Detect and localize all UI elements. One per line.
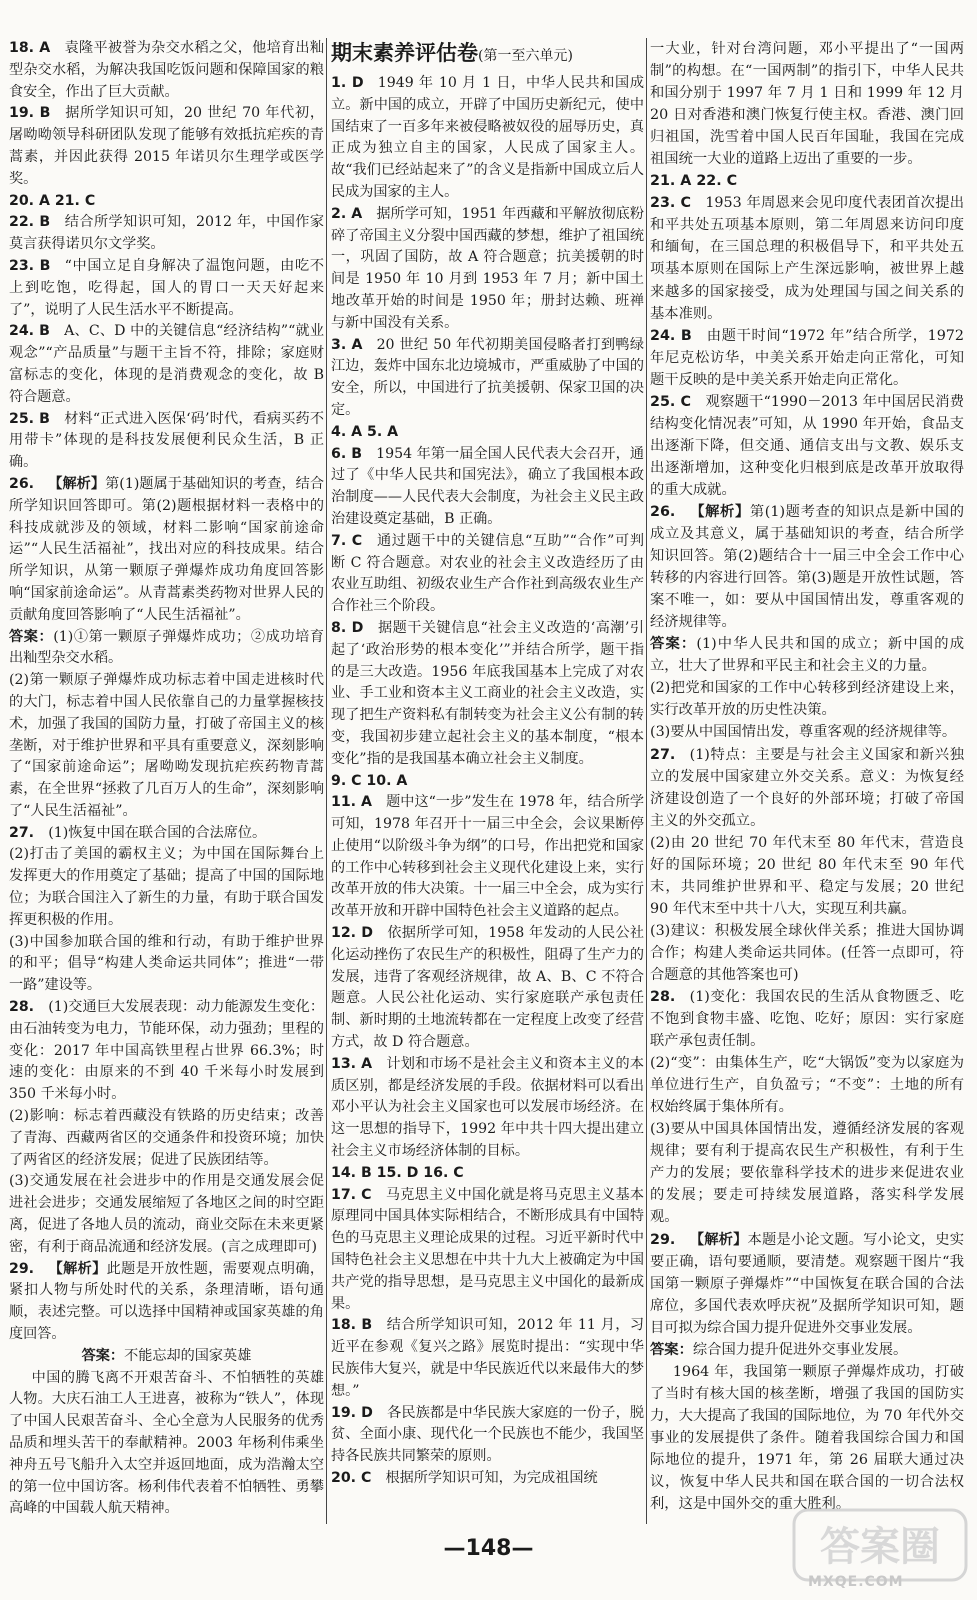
answer-item	[650, 744, 964, 832]
answer-item	[9, 823, 324, 845]
answer-item	[331, 1468, 644, 1490]
answer-item	[9, 191, 324, 213]
answer-item	[331, 771, 644, 793]
question-number: 14. B 15. D 16. C	[331, 1164, 464, 1181]
answer-item	[650, 721, 964, 743]
answer-text: 结合所学知识可知，2012 年，中国作家莫言获得诺贝尔文学奖。	[9, 214, 324, 253]
question-number: 20. A 21. C	[9, 192, 96, 209]
answer-item	[9, 670, 324, 823]
answer-item	[650, 677, 964, 721]
answer-item	[331, 792, 644, 923]
answer-item	[331, 1054, 644, 1163]
answer-tag: 答案：	[81, 1347, 125, 1364]
answer-column-right	[650, 38, 964, 1515]
answer-item	[331, 1185, 644, 1316]
answer-text: (2)影响：标志着西藏没有铁路的历史结束；改善了青海、西藏两省区的交通条件和投资环境；加快了两省区的经济发展；促进了民族团结等。	[9, 1108, 324, 1168]
answer-item	[9, 844, 324, 931]
answer-tag: 答案：	[650, 636, 697, 653]
question-number: 23. C	[650, 195, 692, 212]
answer-column-left	[9, 38, 324, 1520]
question-number: 8. D	[331, 619, 364, 636]
answer-text: (1)①第一颗原子弹爆炸成功；②成功培育出籼型杂交水稻。	[9, 628, 325, 667]
answer-text: (3)中国参加联合国的维和行动，有助于维护世界的和平；倡导“构建人类命运共同体”；推进“一带一路”建设等。	[9, 933, 324, 994]
answer-item	[9, 103, 324, 190]
answer-text: 20 世纪 50 年代初期美国侵略者打到鸭绿江边，轰炸中国东北边境城市，严重威胁了中国的安全，所以，中国进行了抗美援朝、保家卫国的决定。	[331, 336, 644, 418]
answer-text: 据题干关键信息“社会主义改造的‘高潮’引起了‘政治形势的根本变化’”并结合所学，题干指的是三大改造。1956 年底我国基本上完成了对农业、手工业和资本主义工商业的社会主义改造，实现了把生产资料私有制转变为社会主义公有制的转变，我国初步建立起社会主义的基本制度，“根本变化”指的是我国基本确立社会主义制度。	[331, 619, 645, 767]
question-number: 28.	[9, 999, 35, 1016]
answer-item	[9, 627, 324, 671]
answer-text: “中国立足自身解决了温饱问题，由吃不上到吃饱，吃得起，国人的胃口一天天好起来了”，说明了人民生活水平不断提高。	[9, 257, 324, 318]
answer-text: (2)第一颗原子弹爆炸成功标志着中国走进核时代的大门，标志着中国人民依靠自己的力量掌握核技术，加强了我国的国防力量，打破了帝国主义的核垄断，对于维护世界和平具有重要意义，深刻影响了“国家前途命运”；屠呦呦发现抗疟疾药物青蒿素，在全世界“拯救了几百万人的生命”，深刻影响了“人民生活福祉”。	[9, 672, 324, 819]
answer-text: 材料“正式进入医保‘码’时代，看病买药不用带卡”体现的是科技发展便利民众生活，B 正确。	[9, 410, 324, 471]
answer-text: (2)“变”：由集体生产，吃“大锅饭”变为以家庭为单位进行生产，自负盈亏；“不变”：土地的所有权始终属于集体所有。	[650, 1055, 964, 1116]
answer-text: (3)建议：积极发展全球伙伴关系；推进大国协调合作；构建人类命运共同体。(任答一点即可，符合题意的其他答案也可)	[650, 922, 964, 983]
question-number: 19. B	[9, 105, 51, 122]
answer-text: 据所学可知，1951 年西藏和平解放彻底粉碎了帝国主义分裂中国西藏的梦想，维护了祖国统一，巩固了国防，故 A 符合题意；抗美援朝的时间是 1950 年 10 月到 1953 年 7 月；新中国土地改革开始的时间是 1950 年；册封达赖、班禅与新中国没有关系。	[331, 205, 645, 331]
answer-text: 1949 年 10 月 1 日，中华人民共和国成立。新中国的成立，开辟了中国历史新纪元，使中国结束了一百多年来被侵略被奴役的屈辱历史，真正成为独立自主的国家，人民成了国家主人。故“我们已经站起来了”的含义是指新中国成立后人民成为国家的主人。	[331, 75, 645, 200]
answer-item	[331, 1163, 644, 1185]
answer-item	[650, 986, 964, 1052]
answer-item	[650, 1229, 964, 1339]
answer-tag: 【解析】	[689, 503, 750, 520]
answer-text: (2)把党和国家的工作中心转移到经济建设上来，实行改革开放的历史性决策。	[650, 680, 964, 719]
answer-text: (2)由 20 世纪 70 年代末至 80 年代末，营造良好的国际环境；20 世纪 80 年代末至 90 年代末，共同维护世界和平、稳定与发展；20 世纪 90 年代末至中共十八大，实现互利共赢。	[650, 834, 964, 917]
question-number: 18. B	[331, 1317, 373, 1334]
answer-text: 第(1)题属于基础知识的考查，结合所学知识回答即可。第(2)题根据材料一表格中的科技成就涉及的领域，材料二影响“国家前途命运”“人民生活福祉”，找出对应的科技成果。结合所学知识，从第一颗原子弹爆炸成功角度回答影响“国家前途命运”。从青蒿素类药物对世界人民的贡献角度回答影响了“人民生活福祉”。	[9, 475, 325, 623]
answer-text: 1954 年第一届全国人民代表大会召开，通过了《中华人民共和国宪法》，确立了我国根本政治制度——人民代表大会制度，为社会主义民主政治建设奠定基础，B 正确。	[331, 445, 644, 527]
answer-item	[9, 1346, 324, 1368]
answer-item	[650, 1052, 964, 1118]
question-number: 25. B	[9, 410, 50, 427]
question-number: 26.	[9, 475, 35, 492]
answer-item	[650, 1118, 964, 1228]
question-number: 24. B	[9, 323, 50, 340]
answer-item	[331, 923, 644, 1054]
answer-text: 观察题干“1990－2013 年中国居民消费结构变化情况表”可知，从 1990 年开始，食品支出逐渐下降，但交通、通信支出与文教、娱乐支出逐渐增加，这种变化归根到底是改革开放取得的重大成就。	[650, 393, 965, 498]
question-number: 26.	[650, 503, 676, 520]
answer-item	[9, 1106, 324, 1171]
question-number: 29.	[650, 1231, 676, 1248]
question-number: 13. A	[331, 1055, 373, 1072]
answer-text: (1)交通巨大发展表现：动力能源发生变化：由石油转变为电力，节能环保，动力强劲；里程的变化：2017 年中国高铁里程占世界 66.3%；时速的变化：由原来的不到 40 千米每小时发展到 350 千米每小时。	[9, 999, 324, 1103]
answer-item	[9, 38, 324, 103]
question-number: 22. B	[9, 214, 51, 231]
answer-item	[9, 409, 324, 474]
question-number: 20. C	[331, 1470, 372, 1486]
section-title-text: 期末素养评估卷	[331, 41, 478, 65]
answer-text: (1)特点：主要是与社会主义国家和新兴独立的发展中国家建立外交关系。意义：为恢复经济建设创造了一个良好的外部环境；打破了帝国主义的外交孤立。	[650, 746, 964, 829]
answer-item	[650, 391, 964, 501]
answer-tag: 答案：	[9, 628, 54, 645]
answer-item	[9, 321, 324, 408]
question-number: 4. A 5. A	[331, 423, 399, 440]
answer-item	[331, 422, 644, 444]
answer-item	[650, 832, 964, 920]
question-number: 6. B	[331, 445, 362, 462]
answer-item	[331, 531, 644, 618]
answer-text: 题中这“一步”发生在 1978 年，结合所学可知，1978 年召开十一届三中全会，会议果断停止使用“以阶级斗争为纲”的口号，作出把党和国家的工作中心转移到社会主义现代化建设上来，实行改革开放的伟大决策。十一届三中全会，成为实行改革开放和开辟中国特色社会主义道路的起点。	[331, 794, 645, 920]
answer-item	[650, 192, 964, 324]
answer-text: 1953 年周恩来会见印度代表团首次提出和平共处五项基本原则，第二年周恩来访问印度和缅甸，在三国总理的积极倡导下，和平共处五项基本原则在国际上产生深远影响，被世界上越来越多的国家接受，成为处理国与国之间关系的基本准则。	[650, 195, 965, 322]
answer-item	[9, 212, 324, 256]
answer-text: 马克思主义中国化就是将马克思主义基本原理同中国具体实际相结合，不断形成具有中国特色的马克思主义理论成果的过程。习近平新时代中国特色社会主义思想在中共十九大上被确定为中国共产党的指导思想，是马克思主义中国化的最新成果。	[331, 1186, 644, 1312]
answer-text: 依据所学可知，1958 年发动的人民公社化运动挫伤了农民生产的积极性，阻碍了生产力的发展，违背了客观经济规律，故 A、B、C 不符合题意。人民公社化运动、实行家庭联产承包责任制、新时期的土地流转都在一定程度上改变了经营方式，故 D 符合题意。	[331, 925, 644, 1051]
question-number: 1. D	[331, 75, 364, 91]
answer-text: (3)要从中国具体国情出发，遵循经济发展的客观规律；要有利于提高农民生产积极性，有利于生产力的发展；要依靠科学技术的进步来促进农业的发展；要走可持续发展道路，落实科学发展观。	[650, 1121, 964, 1226]
page-number: —148—	[443, 1536, 534, 1561]
answer-tag: 【解析】	[48, 1260, 107, 1277]
answer-item	[331, 444, 644, 531]
answer-text: 综合国力提升促进外交事业发展。	[692, 1341, 908, 1358]
question-number: 19. D	[331, 1404, 373, 1421]
answer-item	[650, 325, 964, 391]
answer-item	[9, 474, 324, 627]
answer-item	[650, 920, 964, 986]
answer-item	[9, 1259, 324, 1346]
answer-item	[650, 1361, 964, 1515]
answer-text: 计划和市场不是社会主义和资本主义的本质区别，都是经济发展的手段。依据材料可以看出邓小平认为社会主义国家也可以发展市场经济。在这一思想的指导下，1992 年中共十四大提出建立社会主义市场经济体制的目标。	[331, 1055, 645, 1160]
answer-text: 根据所学知识可知，为完成祖国统	[385, 1470, 598, 1486]
answer-item	[9, 997, 324, 1106]
section-subtitle: (第一至六单元)	[478, 48, 573, 64]
answer-text: (3)交通发展在社会进步中的作用是交通发展会促进社会进步；交通发展缩短了各地区之间的时空距离，促进了各地人员的流动，商业交际在未来更紧密，有利于商品流通和经济发展。(言之成理即可)	[9, 1173, 324, 1255]
answer-text: (3)要从中国国情出发，尊重客观的经济规律等。	[650, 724, 957, 741]
answer-item	[331, 618, 644, 771]
answer-text: 不能忘却的国家英雄	[124, 1347, 252, 1364]
answer-text: 本题是小论文题。写小论文，史实要正确，语句要通顺，要清楚。观察题干图片“我国第一颗原子弹爆炸”“中国恢复在联合国的合法席位，多国代表欢呼庆祝”及据所学知识可知，题目可拟为综合国力提升促进外交事业发展。	[650, 1231, 965, 1336]
question-number: 7. C	[331, 532, 363, 549]
answer-text: 1964 年，我国第一颗原子弹爆炸成功，打破了当时有核大国的核垄断，增强了我国的国防实力，大大提高了我国的国际地位，为 70 年代外交事业的发展提供了条件。随着我国综合国力和国际地位的提升，1971 年，第 26 届联大通过决议，恢复中华人民共和国在联合国的一切合法权利，这是中国外交的重大胜利。	[650, 1363, 964, 1513]
answer-tag: 【解析】	[689, 1231, 748, 1248]
question-number: 24. B	[650, 327, 692, 344]
answer-text: 结合所学知识可知，2012 年 11 月，习近平在参观《复兴之路》展览时提出：“实现中华民族伟大复兴，就是中华民族近代以来最伟大的梦想。”	[331, 1317, 644, 1399]
answer-text: 各民族都是中华民族大家庭的一份子，脱贫、全面小康、现代化一个民族也不能少，我国坚持各民族共同繁荣的原则。	[331, 1404, 645, 1465]
answer-item	[331, 1403, 644, 1468]
answer-text: (2)打击了美国的霸权主义；为中国在国际舞台上发挥更大的作用奠定了基础；提高了中国的国际地位；为联合国注入了新生的力量，有助于联合国发挥更积极的作用。	[9, 846, 324, 928]
answer-item	[9, 256, 324, 321]
watermark-text: 答案圈	[820, 1524, 940, 1570]
question-number: 29.	[9, 1260, 35, 1277]
question-number: 12. D	[331, 925, 373, 942]
question-number: 25. C	[650, 393, 692, 410]
question-number: 9. C 10. A	[331, 772, 408, 789]
answer-text: (1)变化：我国农民的生活从食物匮乏、吃不饱到食物丰盛、吃饱、吃好；原因：实行家庭联产承包责任制。	[650, 989, 964, 1050]
question-number: 3. A	[331, 336, 363, 353]
answer-text: 第(1)题考查的知识点是新中国的成立及其意义，属于基础知识的考查，结合所学知识回答。第(2)题结合十一届三中全会工作中心转移的内容进行回答。第(3)题是开放性试题，答案不唯一，如：要从中国国情出发，尊重客观的经济规律等。	[650, 503, 964, 631]
section-title	[331, 38, 644, 71]
question-number: 23. B	[9, 257, 51, 274]
question-number: 11. A	[331, 794, 372, 811]
question-number: 27.	[650, 746, 676, 763]
question-number: 17. C	[331, 1186, 372, 1203]
question-number: 21. A 22. C	[650, 173, 738, 190]
question-number: 27.	[9, 824, 35, 841]
answer-text: 中国的腾飞离不开艰苦奋斗、不怕牺牲的英雄人物。大庆石油工人王进喜，被称为“铁人”，体现了中国人民艰苦奋斗、全心全意为人民服务的优秀品质和埋头苦干的奉献精神。2003 年杨利伟乘坐神舟五号飞船升入太空并返回地面，成为浩瀚太空的第一位中国访客。杨利伟代表着不怕牺牲、勇攀高峰的中国载人航天精神。	[9, 1369, 324, 1517]
answer-text: 由题干时间“1972 年”结合所学，1972 年尼克松访华，中美关系开始走向正常化，可知题干反映的是中美关系开始走向正常化。	[650, 327, 964, 388]
answer-item	[9, 932, 324, 997]
answer-item	[331, 73, 644, 204]
question-number: 18. A	[9, 40, 51, 56]
answer-item	[331, 335, 644, 422]
answer-text: 袁隆平被誉为杂交水稻之父，他培育出籼型杂交水稻，为解决我国吃饭问题和保障国家的粮食安全，作出了巨大贡献。	[9, 40, 324, 100]
answer-text: 通过题干中的关键信息“互助”“合作”可判断 C 符合题意。对农业的社会主义改造经历了由农业互助组、初级农业生产合作社到高级农业生产合作社三个阶段。	[331, 532, 644, 615]
answer-item	[331, 204, 644, 335]
answer-tag: 答案：	[650, 1341, 693, 1358]
column-divider	[326, 38, 327, 1524]
answer-text: (1)中华人民共和国的成立；新中国的成立，壮大了世界和平民主和社会主义的力量。	[650, 636, 965, 675]
watermark-site: MXQE.COM	[808, 1574, 904, 1590]
answer-tag: 【解析】	[48, 475, 106, 492]
answer-item	[9, 1368, 324, 1521]
answer-item	[331, 1315, 644, 1402]
answer-text: A、C、D 中的关键信息“经济结构”“就业观念”“产品质量”与题干主旨不符，排除；家庭财富标志的变化，体现的是消费观念的变化，故 B 符合题意。	[9, 323, 324, 405]
question-number: 2. A	[331, 205, 363, 222]
column-divider	[646, 38, 647, 1524]
question-number: 28.	[650, 989, 676, 1006]
answer-text: 一大业，针对台湾问题，邓小平提出了“一国两制”的构想。在“一国两制”的指引下，中华人民共和国分别于 1997 年 7 月 1 日和 1999 年 12 月 20 日对香港和澳门恢复行使主权。香港、澳门回归祖国，洗雪着中国人民百年国耻，我国在完成祖国统一大业的道路上迈出了重要的一步。	[650, 41, 964, 168]
answer-text: 此题是开放性题，需要观点明确，紧扣人物与所处时代的关系，条理清晰，语句通顺，表述完整。可以选择中国精神或国家英雄的角度回答。	[9, 1260, 324, 1343]
answer-item	[650, 170, 964, 192]
answer-item	[650, 501, 964, 633]
answer-item	[650, 1339, 964, 1361]
answer-text: 据所学知识可知，20 世纪 70 年代初，屠呦呦领导科研团队发现了能够有效抵抗疟疾的青蒿素，并因此获得 2015 年诺贝尔生理学或医学奖。	[9, 105, 324, 187]
answer-item	[650, 38, 964, 170]
answer-item	[9, 1171, 324, 1258]
answer-column-middle	[331, 38, 644, 1490]
answer-item	[650, 633, 964, 677]
answer-text: (1)恢复中国在联合国的合法席位。	[48, 824, 267, 841]
